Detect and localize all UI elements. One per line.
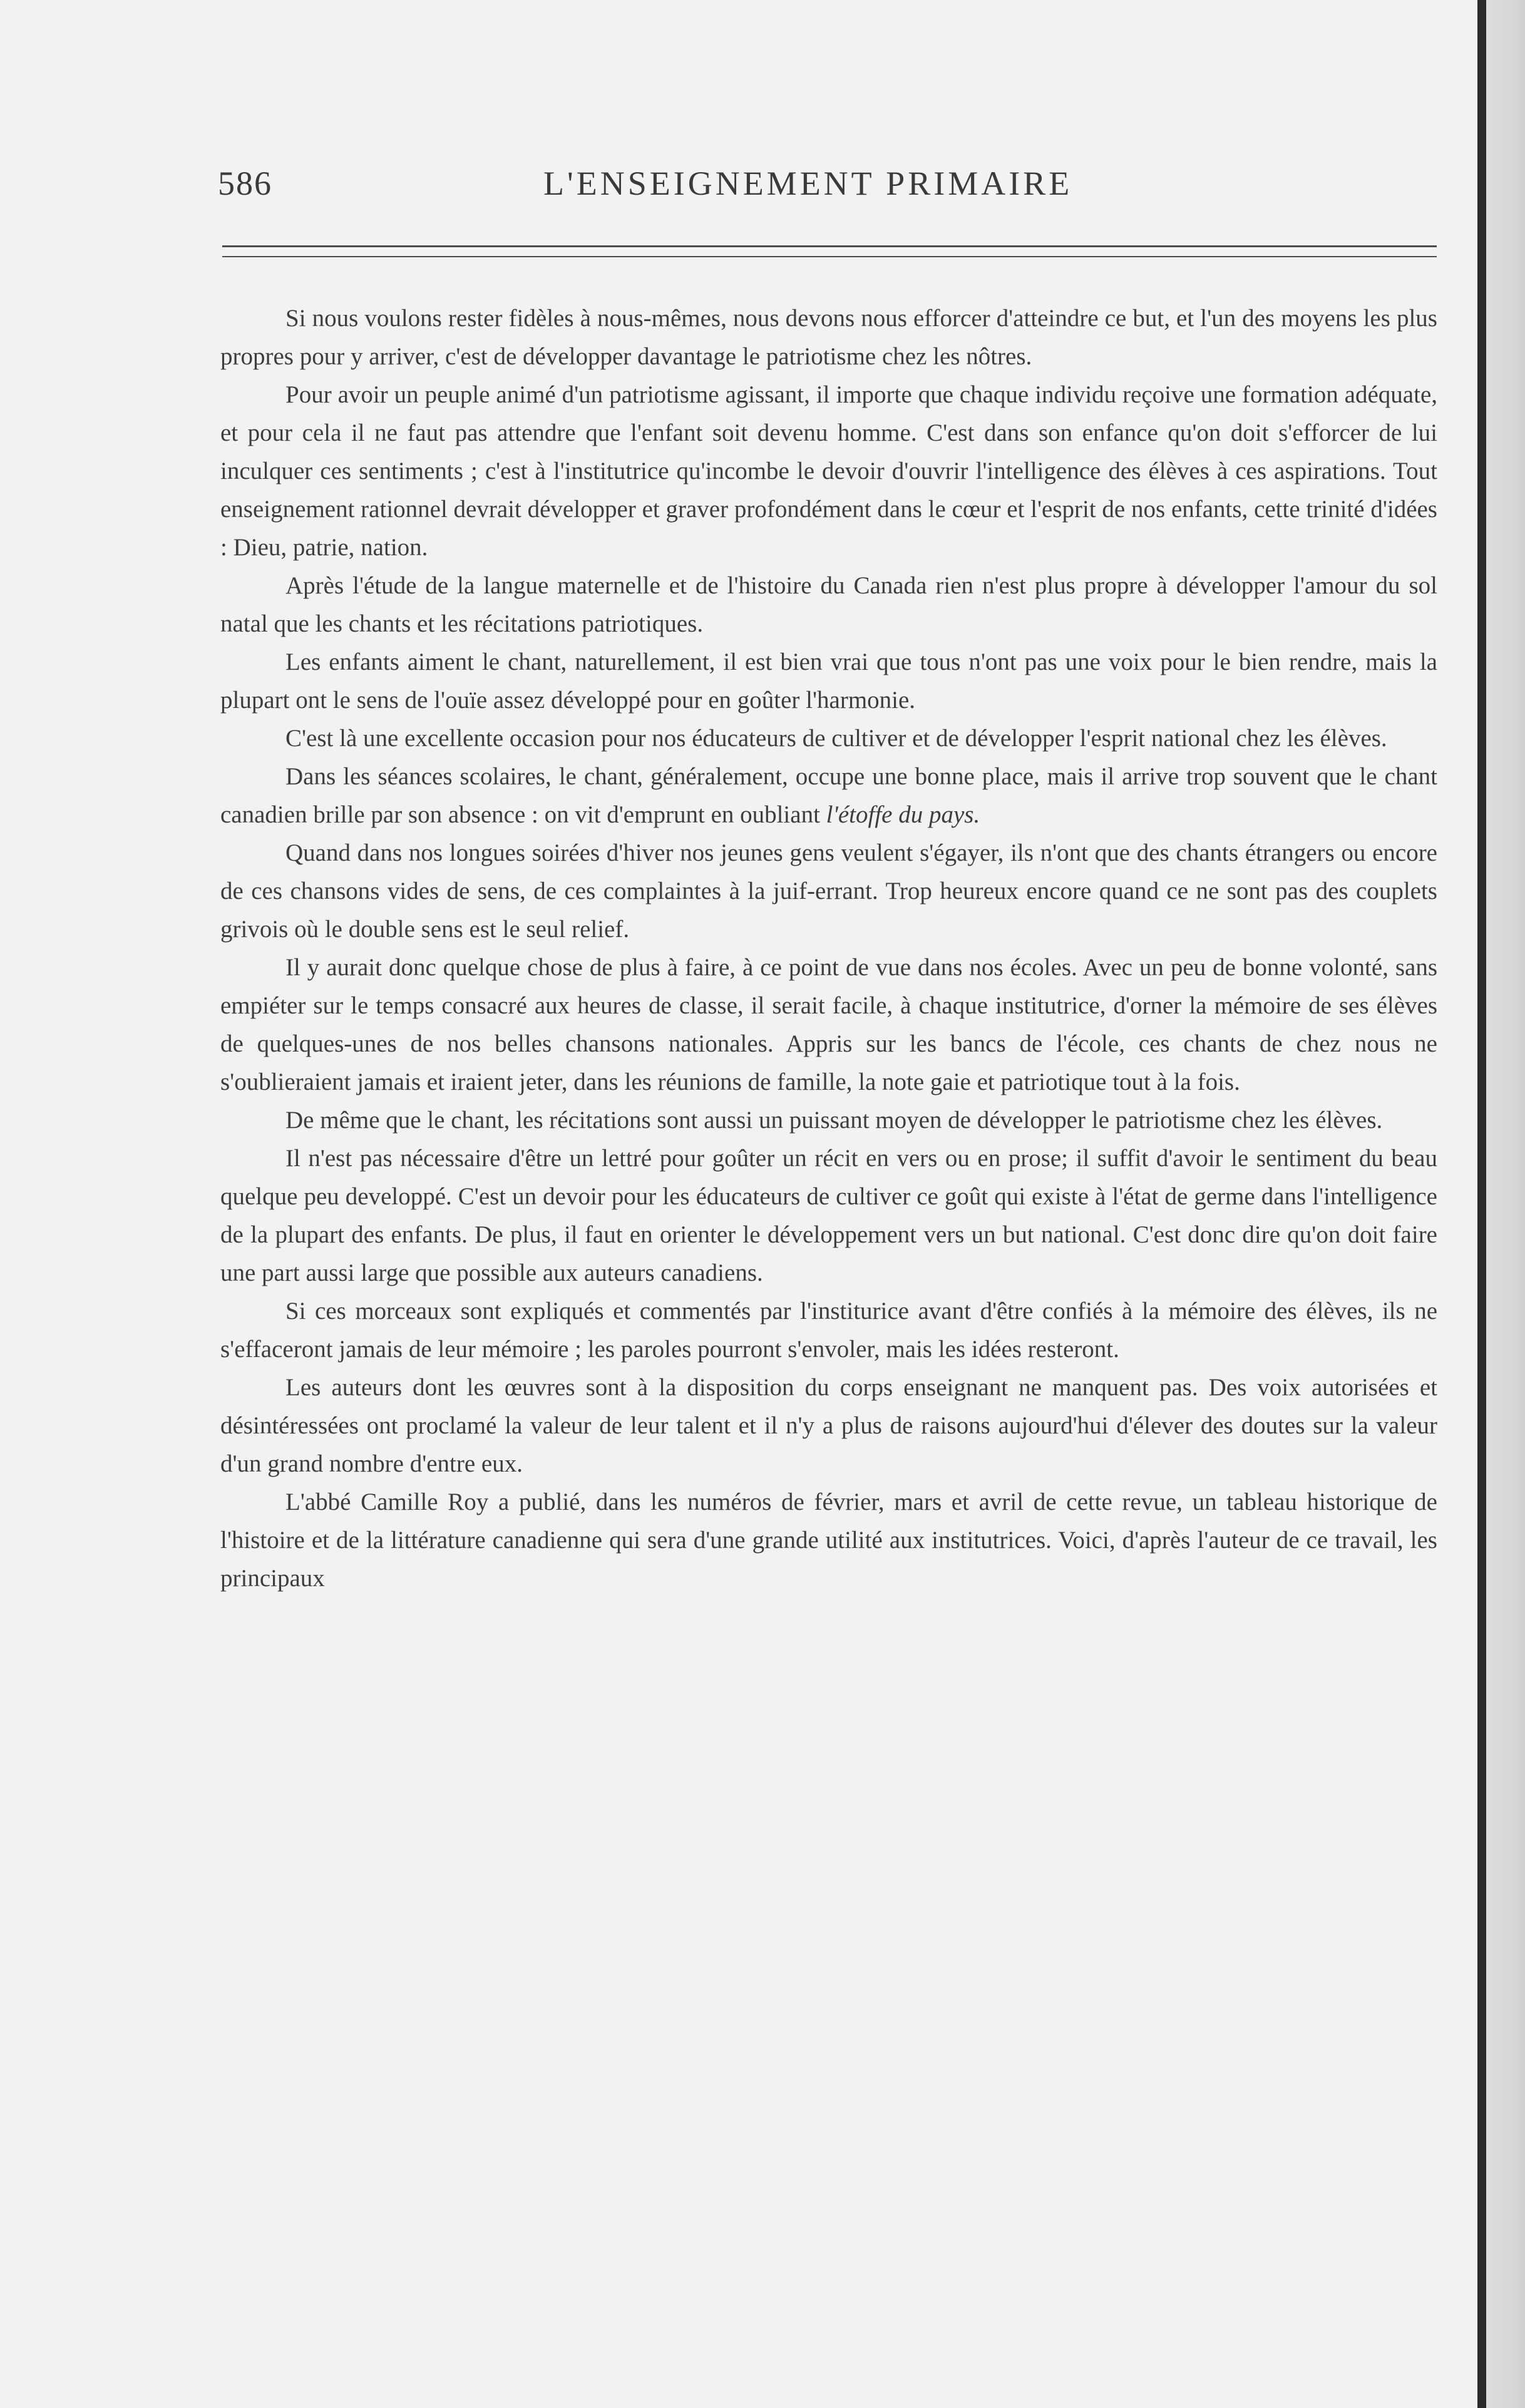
paragraph: Si nous voulons rester fidèles à nous-mêmes, nous devons nous efforcer d'atteindre ce but, et l'un des moyens les plus propres pour y arriver, c'est de développer davantage le patriotisme chez les nôtres. [220,305,1437,370]
italic-phrase: l'étoffe du pays. [826,801,980,828]
paragraph: Il y aurait donc quelque chose de plus à faire, à ce point de vue dans nos écoles. Avec un peu de bonne volonté, sans empiéter sur le temps consacré aux heures de classe, il serait facile, à chaque institutrice, d'orner la mémoire de ses élèves de quelques-unes de nos belles chansons nationales. Appris sur les bancs de l'école, ces chants de chez nous ne s'oublieraient jamais et iraient jeter, dans les réunions de famille, la note gaie et patriotique tout à la fois. [220,954,1437,1095]
body-text [220,299,1437,1597]
paragraph: Il n'est pas nécessaire d'être un lettré pour goûter un récit en vers ou en prose; il suffit d'avoir le sentiment du beau quelque peu developpé. C'est un devoir pour les éducateurs de cultiver ce goût qui existe à l'état de germe dans l'intelligence de la plupart des enfants. De plus, il faut en orienter le développement vers un but national. C'est donc dire qu'on doit faire une part aussi large que possible aux auteurs canadiens. [220,1145,1437,1286]
page-number: 586 [218,165,272,202]
paragraph: L'abbé Camille Roy a publié, dans les numéros de février, mars et avril de cette revue, un tableau historique de l'histoire et de la littérature canadienne qui sera d'une grande utilité aux institutrices. Voici, d'après l'auteur de ce travail, les principaux [220,1488,1437,1592]
header-double-rule [222,245,1437,257]
running-title: L'ENSEIGNEMENT PRIMAIRE [543,165,1073,202]
paragraph: Les enfants aiment le chant, naturellement, il est bien vrai que tous n'ont pas une voix pour le bien rendre, mais la plupart ont le sens de l'ouïe assez développé pour en goûter l'harmonie. [220,648,1437,714]
book-gutter [1477,0,1525,2408]
paragraph [220,757,1437,834]
paragraph: Les auteurs dont les œuvres sont à la disposition du corps enseignant ne manquent pas. Des voix autorisées et désintéressées ont proclamé la valeur de leur talent et il n'y a plus de raisons aujourd'hui d'élever des doutes sur la valeur d'un grand nombre d'entre eux. [220,1374,1437,1477]
paragraph: Quand dans nos longues soirées d'hiver nos jeunes gens veulent s'égayer, ils n'ont que des chants étrangers ou encore de ces chansons vides de sens, de ces complaintes à la juif-errant. Trop heureux encore quand ce ne sont pas des couplets grivois où le double sens est le seul relief. [220,839,1437,943]
paragraph-text: Dans les séances scolaires, le chant, généralement, occupe une bonne place, mais il arrive trop souvent que le chant canadien brille par son absence : on vit d'emprunt en oubliant [220,763,1437,828]
paragraph: Pour avoir un peuple animé d'un patriotisme agissant, il importe que chaque individu reçoive une formation adéquate, et pour cela il ne faut pas attendre que l'enfant soit devenu homme. C'est dans son enfance qu'on doit s'efforcer de lui inculquer ces sentiments ; c'est à l'institutrice qu'incombe le devoir d'ouvrir l'intelligence des élèves à ces aspirations. Tout enseignement rationnel devrait développer et graver profondément dans le cœur et l'esprit de nos enfants, cette trinité d'idées : Dieu, patrie, nation. [220,381,1437,561]
paragraph: C'est là une excellente occasion pour nos éducateurs de cultiver et de développer l'esprit national chez les élèves. [285,725,1387,752]
paragraph: Après l'étude de la langue maternelle et de l'histoire du Canada rien n'est plus propre à développer l'amour du sol natal que les chants et les récitations patriotiques. [220,572,1437,637]
paragraph: Si ces morceaux sont expliqués et commentés par l'instituricе avant d'être confiés à la mémoire des élèves, ils ne s'effaceront jamais de leur mémoire ; les paroles pourront s'envoler, mais les idées resteront. [220,1298,1437,1363]
paragraph: De même que le chant, les récitations sont aussi un puissant moyen de développer le patriotisme chez les élèves. [285,1107,1383,1134]
